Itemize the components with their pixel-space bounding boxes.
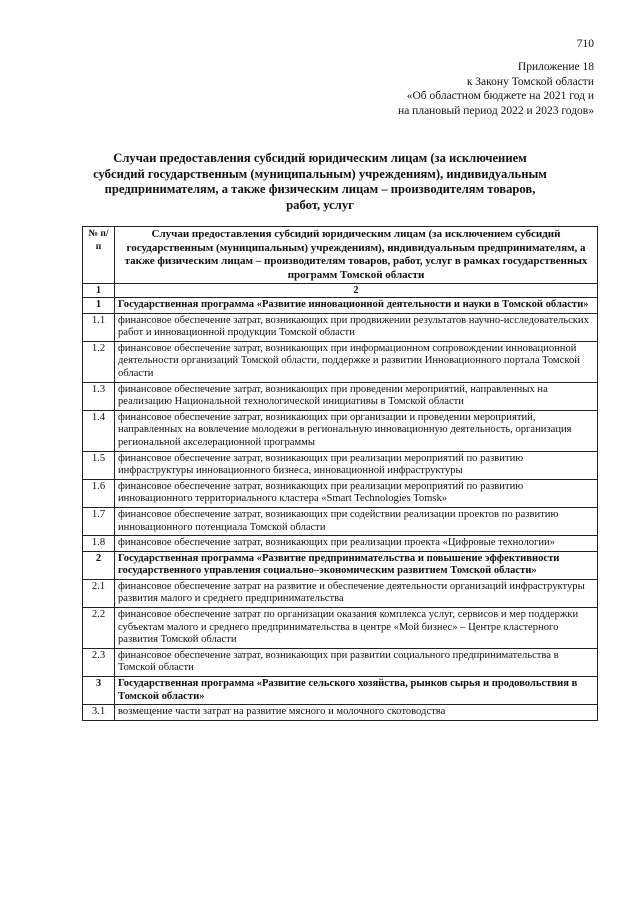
row-text: финансовое обеспечение затрат, возникающих при проведении мероприятий, направленных на реализацию Национальной технологической инициативы в Томской области — [115, 382, 598, 410]
table-row — [83, 479, 598, 507]
table-body — [83, 298, 598, 721]
row-text: финансовое обеспечение затрат, возникающих при содействии реализации проектов по развитию инновационного потенциала Томской области — [115, 507, 598, 535]
row-number: 1 — [83, 298, 115, 314]
row-text: финансовое обеспечение затрат, возникающих при реализации мероприятий по развитию инновационного территориального кластера «Smart Technologies Tomsk» — [115, 479, 598, 507]
table-row — [83, 451, 598, 479]
row-number: 2.2 — [83, 608, 115, 649]
row-number: 1.1 — [83, 313, 115, 341]
table-row — [83, 536, 598, 552]
row-text: Государственная программа «Развитие предпринимательства и повышение эффективности государственного управления социально–экономическим развитием Томской области» — [115, 551, 598, 579]
header-number: № п/п — [83, 227, 115, 284]
row-text: финансовое обеспечение затрат, возникающих при развитии социального предпринимательства в Томской области — [115, 648, 598, 676]
table-row — [83, 608, 598, 649]
row-text: Государственная программа «Развитие инновационной деятельности и науки в Томской области» — [115, 298, 598, 314]
column-index-row — [83, 284, 598, 298]
column-index: 1 — [83, 284, 115, 298]
row-number: 1.4 — [83, 410, 115, 451]
table-header-row — [83, 227, 598, 284]
row-text: финансовое обеспечение затрат на развитие и обеспечение деятельности организаций инфраструктуры развития малого и среднего предпринимательства — [115, 579, 598, 607]
table-row — [83, 507, 598, 535]
row-number: 2.3 — [83, 648, 115, 676]
page-number: 710 — [576, 38, 594, 50]
row-text: финансовое обеспечение затрат, возникающих при реализации проекта «Цифровые технологии» — [115, 536, 598, 552]
appendix-header — [398, 60, 594, 118]
row-text: Государственная программа «Развитие сельского хозяйства, рынков сырья и продовольствия в Томской области» — [115, 677, 598, 705]
row-number: 1.7 — [83, 507, 115, 535]
table-row — [83, 648, 598, 676]
subsidies-table — [82, 226, 598, 721]
table-row — [83, 705, 598, 721]
appendix-line: «Об областном бюджете на 2021 год и — [406, 90, 594, 102]
row-number: 2.1 — [83, 579, 115, 607]
table-row — [83, 410, 598, 451]
header-description: Случаи предоставления субсидий юридическим лицам (за исключением субсидий государственным (муниципальным) учреждениям), индивидуальным предпринимателям, а также физическим лицам – производителям товаров, работ, услуг в рамках государственных программ Томской области — [115, 227, 598, 284]
program-row — [83, 298, 598, 314]
appendix-line: Приложение 18 — [517, 61, 594, 73]
row-text: финансовое обеспечение затрат, возникающих при организации и проведении мероприятий, направленных на вовлечение молодежи в региональную инновационную деятельность, организация региональной акселерационной программы — [115, 410, 598, 451]
column-index: 2 — [115, 284, 598, 298]
row-number: 3 — [83, 677, 115, 705]
row-number: 1.3 — [83, 382, 115, 410]
row-text: финансовое обеспечение затрат по организации оказания комплекса услуг, сервисов и мер поддержки субъектам малого и среднего предпринимательства в центре «Мой бизнес» – Центре кластерного развития Томской области — [115, 608, 598, 649]
row-text: возмещение части затрат на развитие мясного и молочного скотоводства — [115, 705, 598, 721]
row-text: финансовое обеспечение затрат, возникающих при информационном сопровождении инновационной деятельности организаций Томской области, поддержке и развитии Инновационного портала Томской области — [115, 341, 598, 382]
row-text: финансовое обеспечение затрат, возникающих при продвижении результатов научно-исследовательских работ и инновационной продукции Томской области — [115, 313, 598, 341]
row-number: 1.5 — [83, 451, 115, 479]
appendix-line: к Закону Томской области — [466, 75, 594, 88]
program-row — [83, 677, 598, 705]
table-row — [83, 579, 598, 607]
document-title: Случаи предоставления субсидий юридическим лицам (за исключением субсидий государственным (муниципальным) учреждениям), индивидуальным предпринимателям, а также физическим лицам – производителям товаров, работ, услуг — [93, 151, 547, 212]
row-text: финансовое обеспечение затрат, возникающих при реализации мероприятий по развитию инфраструктуры инновационного бизнеса, инновационной инфраструктуры — [115, 451, 598, 479]
row-number: 1.2 — [83, 341, 115, 382]
row-number: 1.6 — [83, 479, 115, 507]
row-number: 1.8 — [83, 536, 115, 552]
table-row — [83, 313, 598, 341]
row-number: 3.1 — [83, 705, 115, 721]
appendix-line: на плановый период 2022 и 2023 годов» — [398, 104, 594, 117]
program-row — [83, 551, 598, 579]
row-number: 2 — [83, 551, 115, 579]
table-row — [83, 341, 598, 382]
table-row — [83, 382, 598, 410]
